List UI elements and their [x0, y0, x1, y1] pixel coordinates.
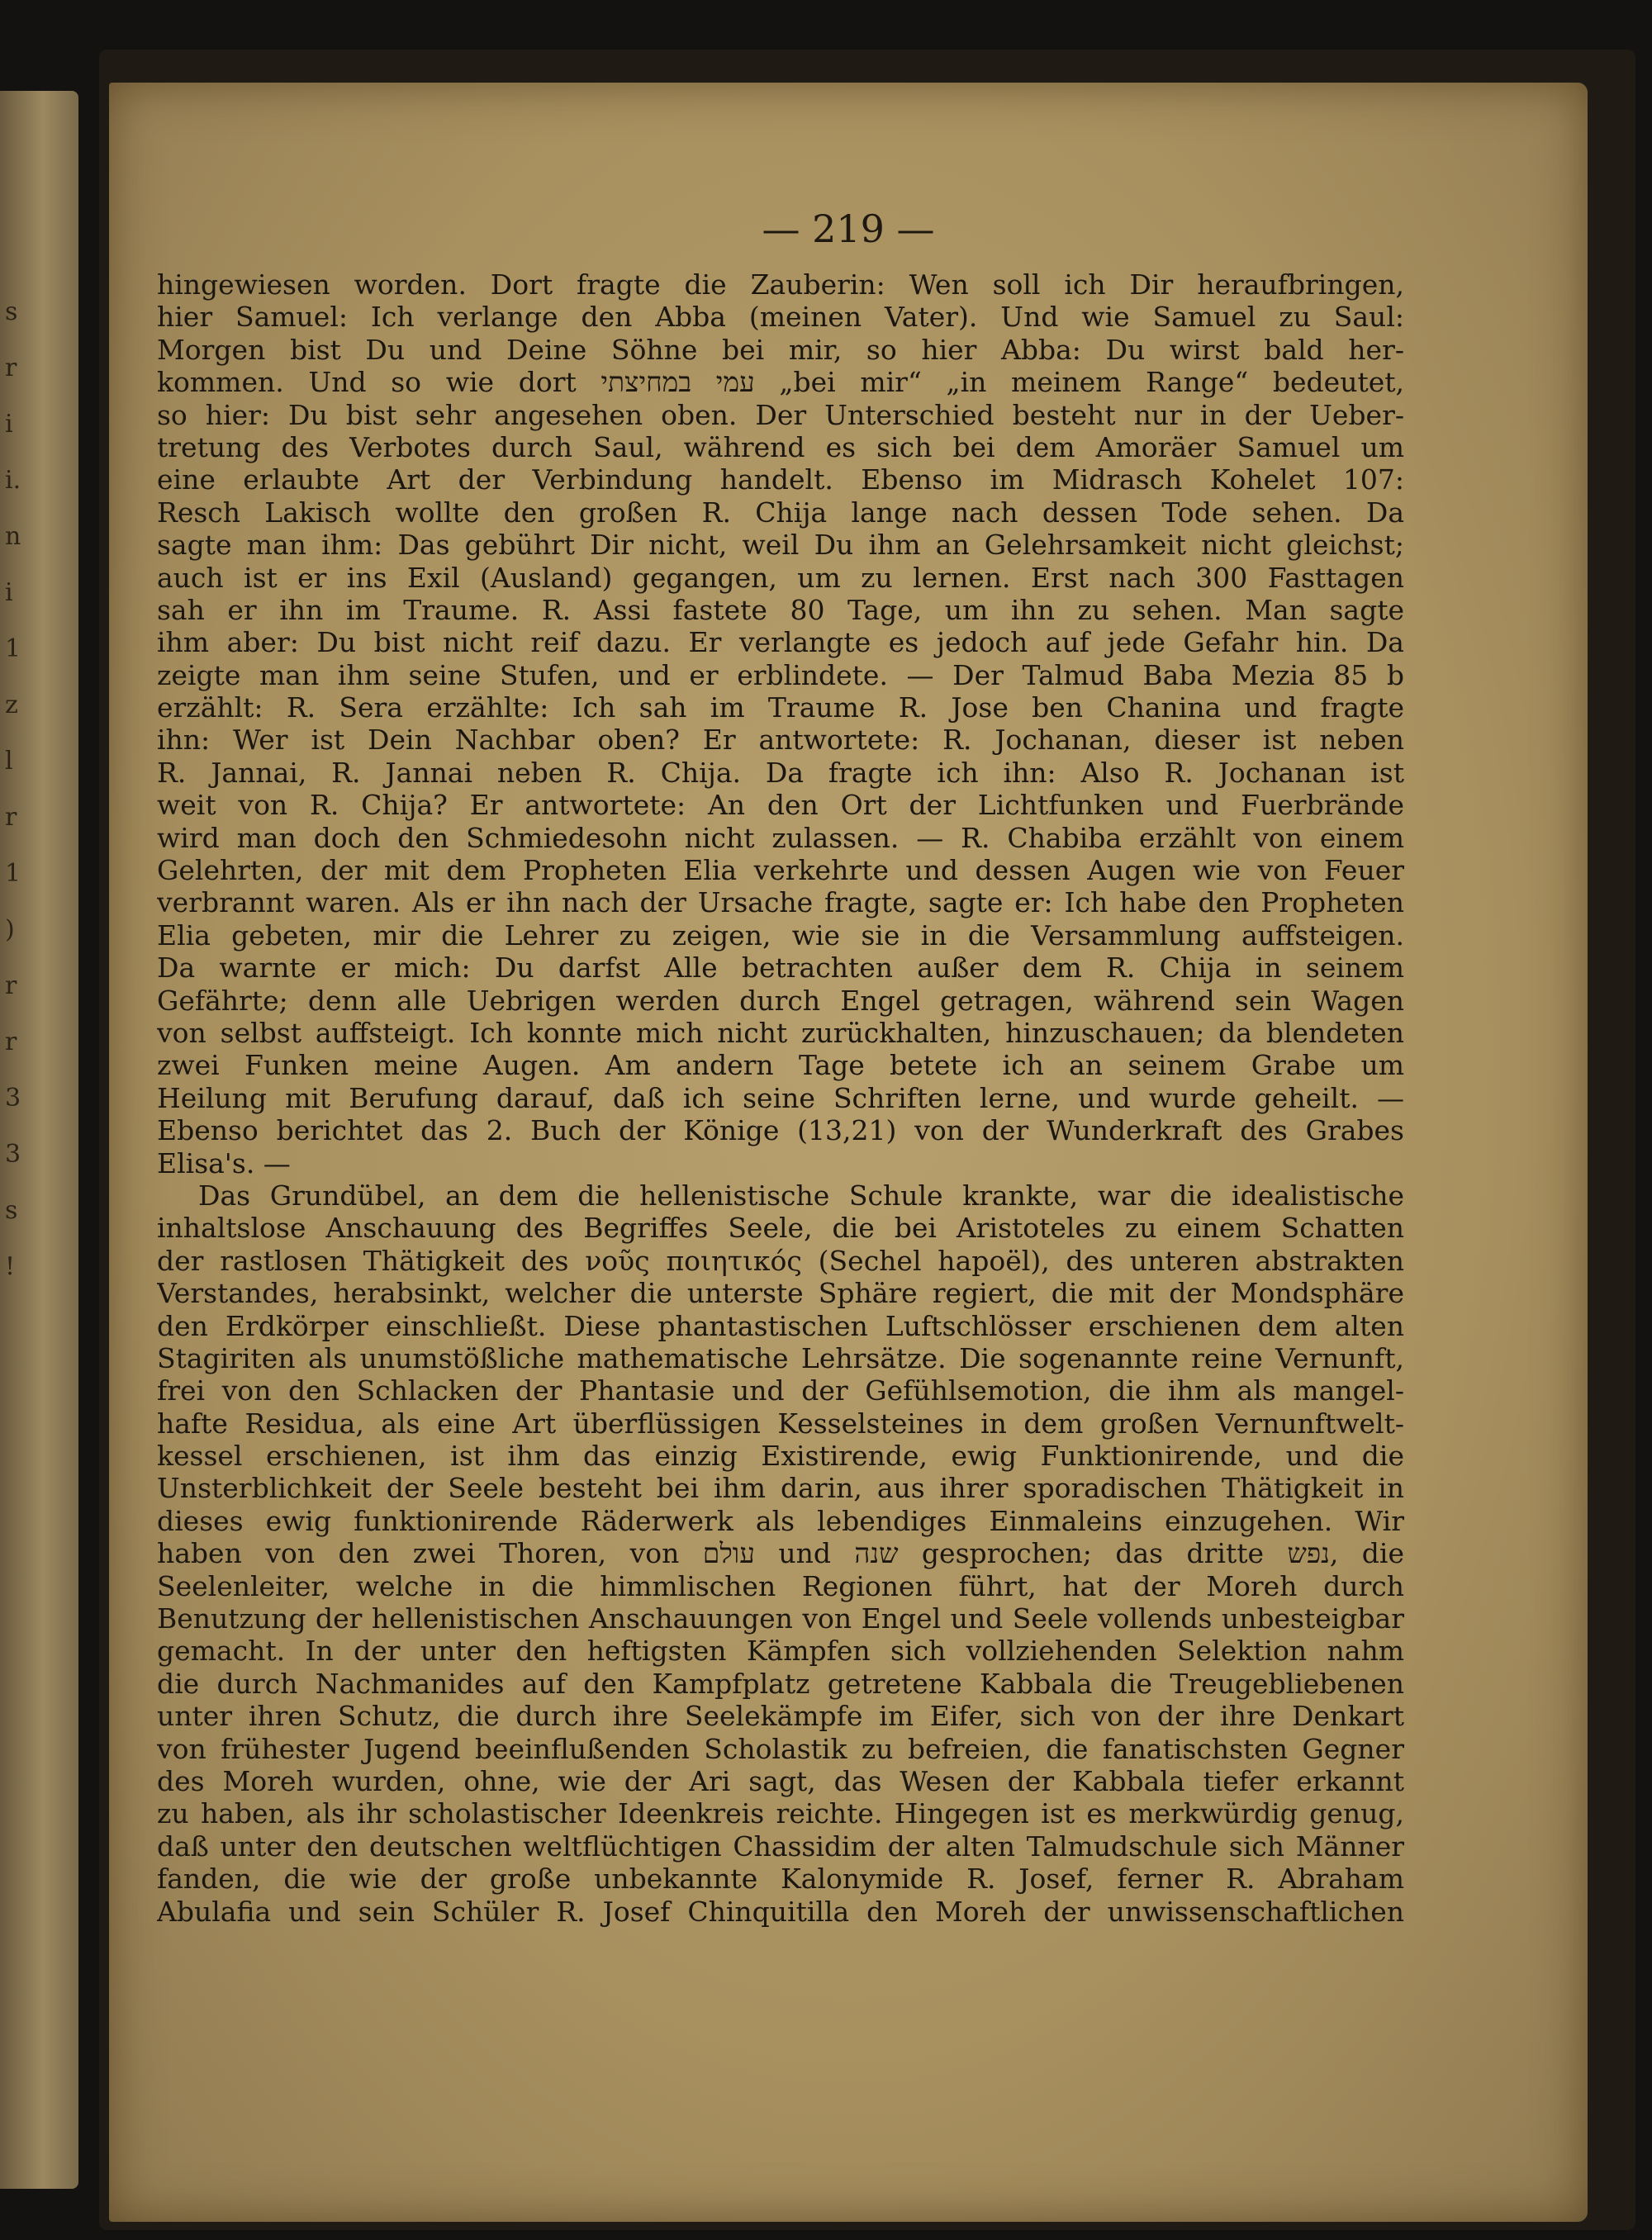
text-line: R. Jannai, R. Jannai neben R. Chija. Da fragte ich ihn: Also R. Jochanan ist [157, 756, 1404, 789]
margin-fragment: ! [5, 1252, 16, 1281]
text-line: sah er ihn im Traume. R. Assi fastete 80 Tage, um ihn zu sehen. Man sagte [157, 593, 1404, 626]
text-line: Unsterblichkeit der Seele besteht bei ihm darin, aus ihrer sporadischen Thätigkeit in [157, 1472, 1404, 1505]
text-line: Seelenleiter, welche in die himmlischen Regionen führt, hat der Moreh durch [157, 1569, 1404, 1602]
text-line: zeigte man ihm seine Stufen, und er erblindete. — Der Talmud Baba Mezia 85 b [157, 658, 1404, 691]
text-line: fanden, die wie der große unbekannte Kalonymide R. Josef, ferner R. Abraham [157, 1863, 1404, 1896]
margin-fragment: s [5, 1196, 18, 1225]
text-line: dieses ewig funktionirende Räderwerk als lebendiges Einmaleins einzugehen. Wir [157, 1504, 1404, 1537]
margin-fragment: l [5, 747, 13, 776]
margin-fragment: n [5, 522, 21, 551]
margin-fragment: s [5, 297, 18, 326]
text-line: Das Grundübel, an dem die hellenistische Schule krankte, war die idealistische [198, 1179, 1404, 1212]
text-line: Verstandes, herabsinkt, welcher die unterste Sphäre regiert, die mit der Mondsphäre [157, 1277, 1404, 1310]
text-line: zu haben, als ihr scholastischer Ideenkreis reichte. Hingegen ist es merkwürdig genug, [157, 1797, 1404, 1830]
text-line: hafte Residua, als eine Art überflüssigen Kesselsteines in dem großen Vernunftwelt- [157, 1407, 1404, 1440]
text-line: den Erdkörper einschließt. Diese phantastischen Luftschlösser erschienen dem alten [157, 1309, 1404, 1342]
text-line: Gelehrten, der mit dem Propheten Elia verkehrte und dessen Augen wie von Feuer [157, 854, 1404, 887]
text-line: wird man doch den Schmiedesohn nicht zulassen. — R. Chabiba erzählt von einem [157, 821, 1404, 854]
body-text [157, 268, 1404, 1928]
margin-fragment: i [5, 410, 13, 439]
text-line: erzählt: R. Sera erzählte: Ich sah im Traume R. Jose ben Chanina und fragte [157, 691, 1404, 724]
margin-fragment: 1 [5, 859, 21, 888]
text-line: kessel erschienen, ist ihm das einzig Existirende, ewig Funktionirende, und die [157, 1440, 1404, 1473]
text-line: ihm aber: Du bist nicht reif dazu. Er verlangte es jedoch auf jede Gefahr hin. Da [157, 626, 1404, 659]
text-line: von selbst auffsteigt. Ich konnte mich nicht zurückhalten, hinzuschauen; da blendeten [157, 1016, 1404, 1049]
adjacent-page-edge [0, 91, 78, 2189]
text-line: inhaltslose Anschauung des Begriffes Seele, die bei Aristoteles zu einem Schatten [157, 1212, 1404, 1245]
text-line: Heilung mit Berufung darauf, daß ich seine Schriften lerne, und wurde geheilt. — [157, 1081, 1404, 1114]
text-line: hingewiesen worden. Dort fragte die Zauberin: Wen soll ich Dir heraufbringen, [157, 268, 1404, 301]
margin-fragment: z [5, 691, 18, 719]
text-line: kommen. Und so wie dort עמי במחיצתי „bei mir“ „in meinem Range“ bedeutet, [157, 366, 1404, 399]
margin-fragment: 3 [5, 1140, 21, 1169]
text-line: Elisa's. — [157, 1146, 291, 1179]
text-line: weit von R. Chija? Er antwortete: An den Ort der Lichtfunken und Fuerbrände [157, 789, 1404, 822]
text-line: so hier: Du bist sehr angesehen oben. Der Unterschied besteht nur in der Ueber- [157, 398, 1404, 431]
text-line: Ebenso berichtet das 2. Buch der Könige (13,21) von der Wunderkraft des Grabes [157, 1114, 1404, 1147]
text-line: Morgen bist Du und Deine Söhne bei mir, so hier Abba: Du wirst bald her- [157, 333, 1404, 366]
text-line: unter ihren Schutz, die durch ihre Seelekämpfe im Eifer, sich von der ihre Denkart [157, 1700, 1404, 1733]
text-line: auch ist er ins Exil (Ausland) gegangen, um zu lernen. Erst nach 300 Fasttagen [157, 561, 1404, 594]
margin-fragment: r [5, 803, 17, 832]
text-line: ihn: Wer ist Dein Nachbar oben? Er antwortete: R. Jochanan, dieser ist neben [157, 724, 1404, 757]
margin-fragment: 1 [5, 634, 21, 663]
margin-fragment: i. [5, 466, 21, 495]
text-line: Abulafia und sein Schüler R. Josef Chinquitilla den Moreh der unwissenschaftlichen [157, 1895, 1404, 1928]
text-line: Resch Lakisch wollte den großen R. Chija lange nach dessen Tode sehen. Da [157, 496, 1404, 529]
text-line: Elia gebeten, mir die Lehrer zu zeigen, wie sie in die Versammlung auffsteigen. [157, 918, 1404, 952]
margin-fragment: r [5, 1027, 17, 1056]
text-line: die durch Nachmanides auf den Kampfplatz getretene Kabbala die Treugebliebenen [157, 1667, 1404, 1700]
text-line: zwei Funken meine Augen. Am andern Tage betete ich an seinem Grabe um [157, 1049, 1404, 1082]
text-line: daß unter den deutschen weltflüchtigen Chassidim der alten Talmudschule sich Männer [157, 1829, 1404, 1863]
text-line: von frühester Jugend beeinflußenden Scholastik zu befreien, die fanatischsten Gegner [157, 1732, 1404, 1765]
text-line: Benutzung der hellenistischen Anschauungen von Engel und Seele vollends unbesteigbar [157, 1602, 1404, 1635]
margin-fragment: r [5, 971, 17, 1000]
margin-fragment: i [5, 578, 13, 607]
text-line: Gefährte; denn alle Uebrigen werden durch Engel getragen, während sein Wagen [157, 984, 1404, 1017]
margin-fragment: 3 [5, 1084, 21, 1113]
text-line: der rastlosen Thätigkeit des νοῦς ποιητικός (Sechel hapoël), des unteren abstrakten [157, 1244, 1404, 1277]
text-line: eine erlaubte Art der Verbindung handelt. Ebenso im Midrasch Kohelet 107: [157, 463, 1404, 496]
text-line: frei von den Schlacken der Phantasie und der Gefühlsemotion, die ihm als mangel- [157, 1374, 1404, 1407]
book-page [109, 83, 1588, 2222]
text-line: sagte man ihm: Das gebührt Dir nicht, weil Du ihm an Gelehrsamkeit nicht gleichst; [157, 529, 1404, 562]
text-line: verbrannt waren. Als er ihn nach der Ursache fragte, sagte er: Ich habe den Propheten [157, 886, 1404, 919]
text-line: Da warnte er mich: Du darfst Alle betrachten außer dem R. Chija in seinem [157, 952, 1404, 985]
text-line: Stagiriten als unumstößliche mathematische Lehrsätze. Die sogenannte reine Vernunft, [157, 1341, 1404, 1374]
margin-fragment: r [5, 354, 17, 382]
page-number: — 219 — [762, 206, 935, 251]
text-line: haben von den zwei Thoren, von עולם und שנה gesprochen; das dritte נפש, die [157, 1537, 1404, 1570]
text-line: gemacht. In der unter den heftigsten Kämpfen sich vollziehenden Selektion nahm [157, 1635, 1404, 1668]
margin-fragment: ) [5, 915, 15, 944]
text-line: tretung des Verbotes durch Saul, während es sich bei dem Amoräer Samuel um [157, 430, 1404, 463]
text-line: hier Samuel: Ich verlange den Abba (meinen Vater). Und wie Samuel zu Saul: [157, 301, 1404, 334]
text-line: des Moreh wurden, ohne, wie der Ari sagt, das Wesen der Kabbala tiefer erkannt [157, 1764, 1404, 1797]
